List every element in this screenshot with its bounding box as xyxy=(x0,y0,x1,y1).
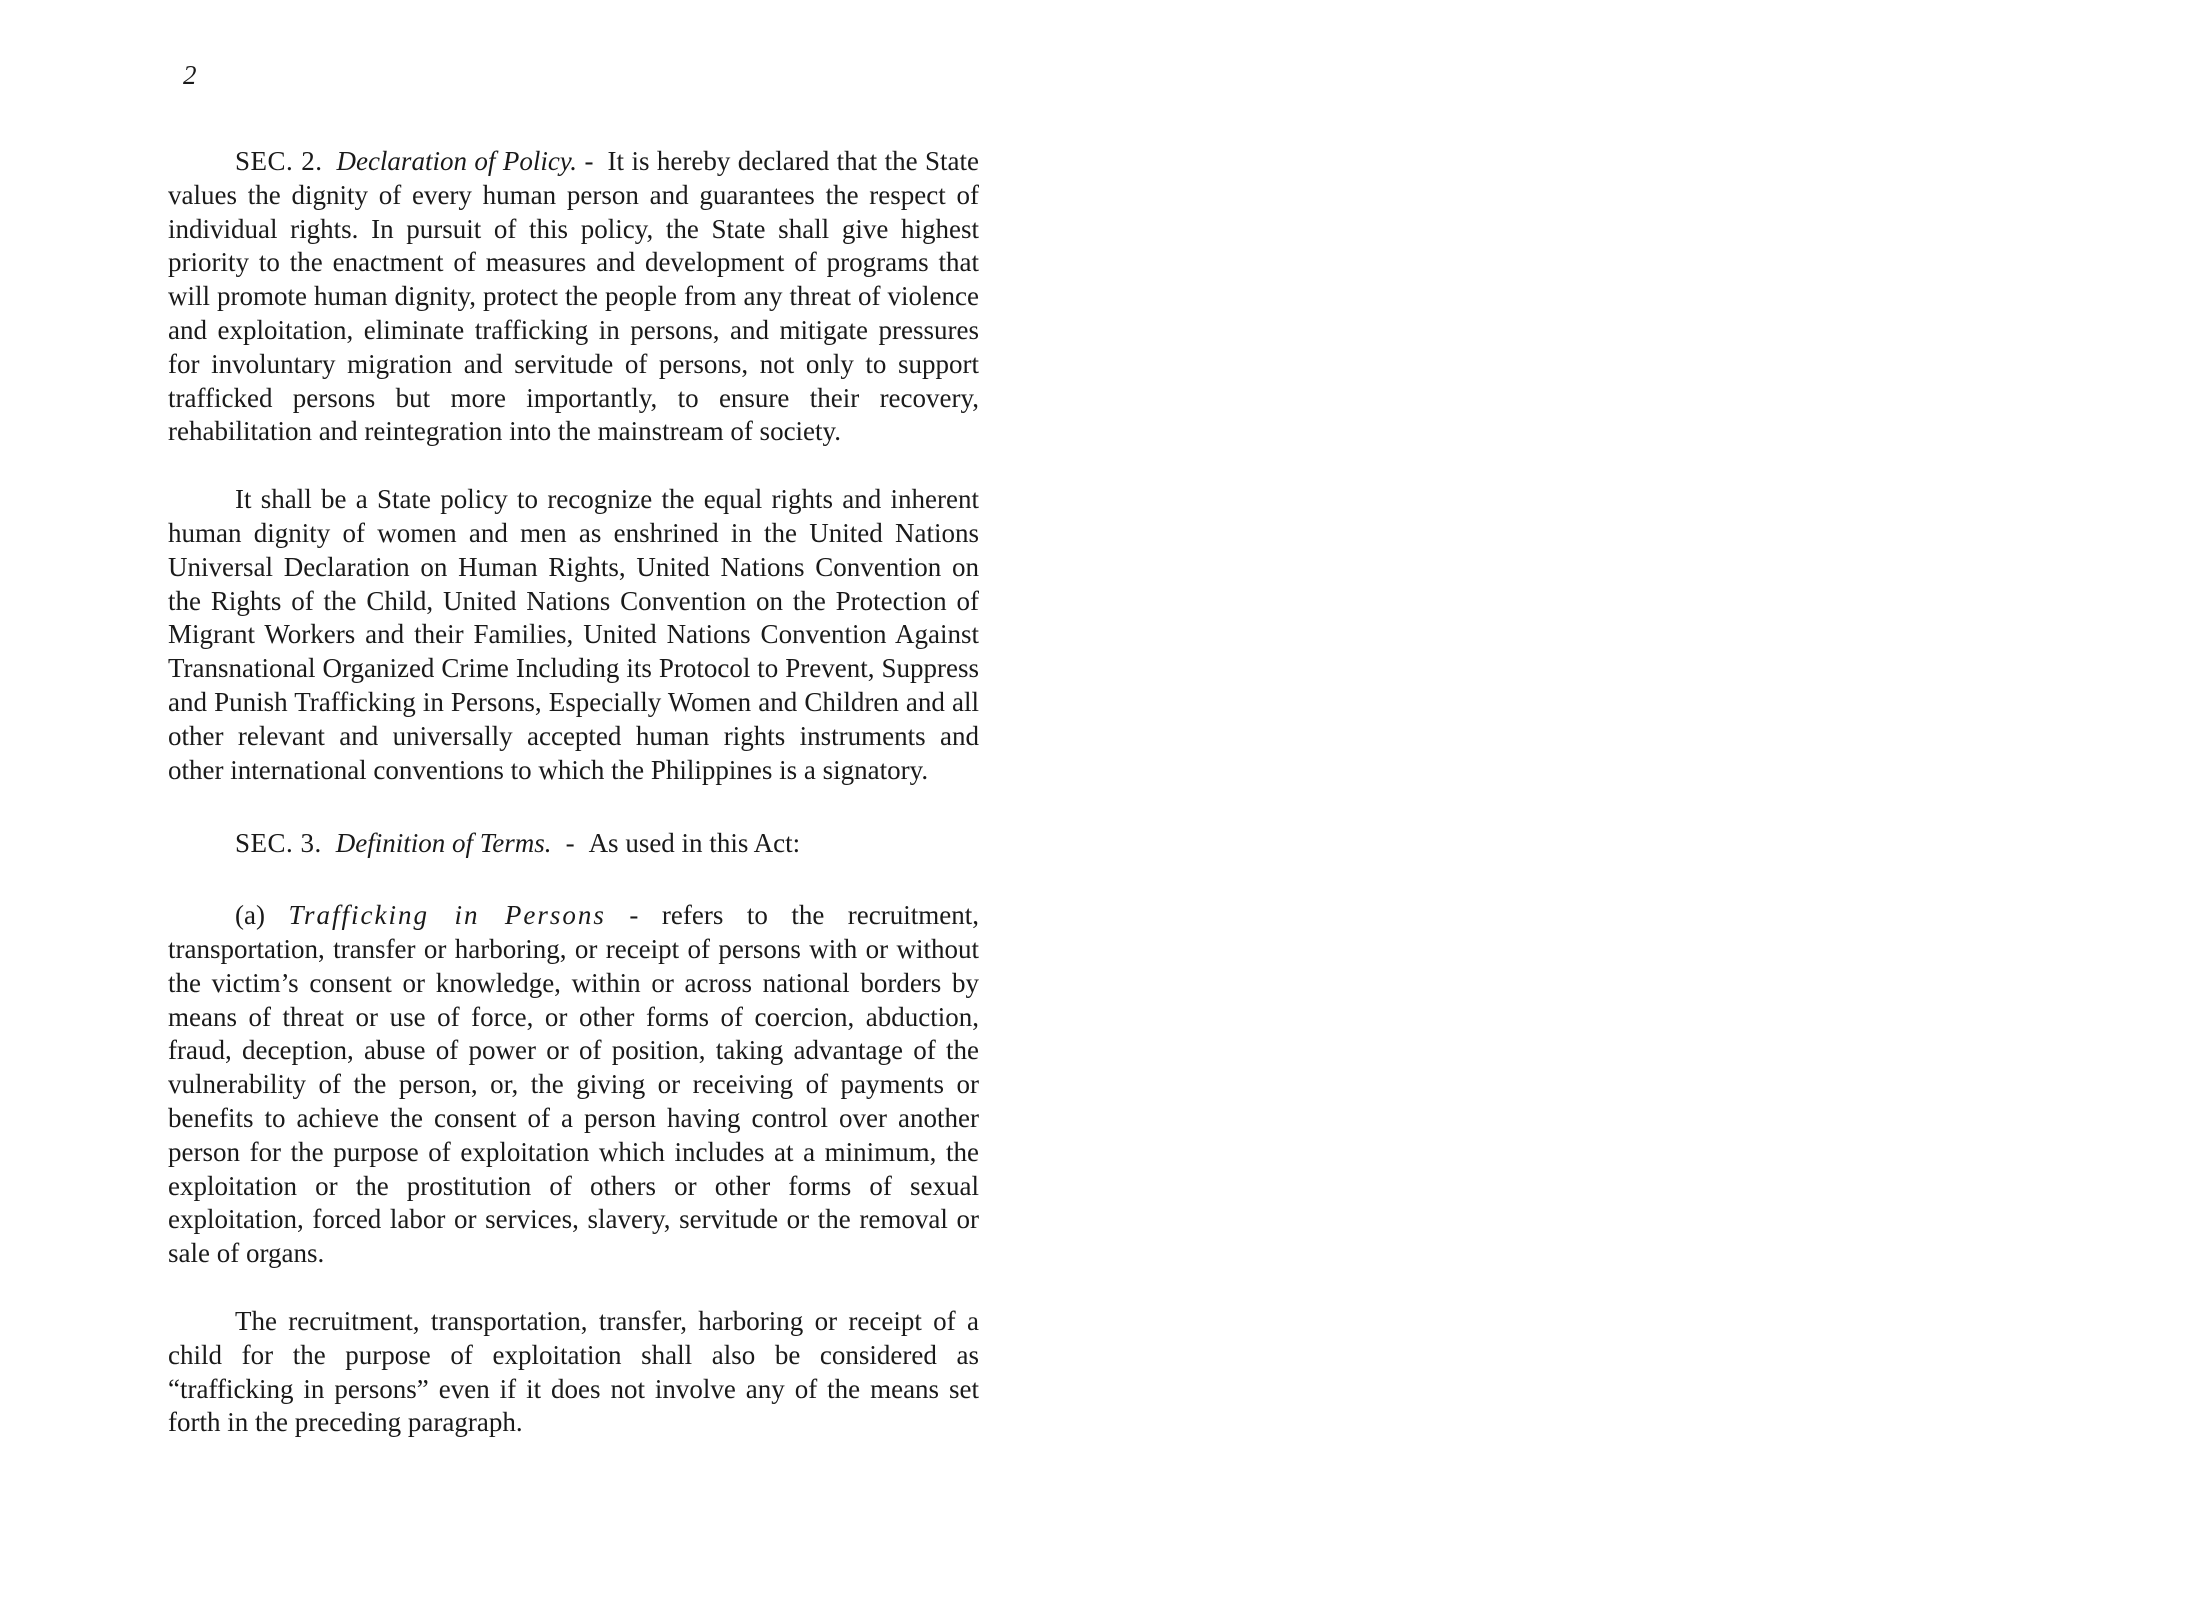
child-trafficking-paragraph: The recruitment, transportation, transfer, harboring or receipt of a child for the purpose of exploitation shall also be considered as “trafficking in persons” even if it does not involve any of the means set forth in the preceding paragraph. xyxy=(168,1305,979,1438)
definition-a-label: (a) xyxy=(235,900,265,931)
section-2-label: SEC. 2. xyxy=(235,146,323,176)
document-body xyxy=(168,145,979,1440)
section-2-body: It is hereby declared that the State values the dignity of every human person and guarantees the respect of individual rights. In pursuit of this policy, the State shall give highest priority to the enactment of measures and development of programs that will promote human dignity, protect the people from any threat of violence and exploitation, eliminate trafficking in persons, and mitigate pressures for involuntary migration and servitude of persons, not only to support trafficked persons but more importantly, to ensure their recovery, rehabilitation and reintegration into the mainstream of society. xyxy=(168,146,980,447)
section-3-body: As used in this Act: xyxy=(588,828,801,859)
section-2-dash: - xyxy=(584,146,594,176)
definition-a-dash: - xyxy=(629,900,639,931)
section-2-paragraph xyxy=(168,145,979,449)
section-3-dash: - xyxy=(565,828,575,859)
section-3-paragraph xyxy=(168,827,979,861)
section-3-label: SEC. 3. xyxy=(235,828,322,859)
definition-a-body: refers to the recruitment, transportation, transfer or harboring, or receipt of persons with or without the victim’s consent or knowledge, within or across national borders by means of threat or use of force, or other forms of coercion, abduction, fraud, deception, abuse of power or of position, taking advantage of the vulnerability of the person, or, the giving or receiving of payments or benefits to achieve the consent of a person having control over another person for the purpose of exploitation which includes at a minimum, the exploitation or the prostitution of others or other forms of sexual exploitation, forced labor or services, slavery, servitude or the removal or sale of organs. xyxy=(168,900,979,1269)
state-policy-paragraph: It shall be a State policy to recognize the equal rights and inherent human dignity of women and men as enshrined in the United Nations Universal Declaration on Human Rights, United Nations Convention on the Rights of the Child, United Nations Convention on the Protection of Migrant Workers and their Families, United Nations Convention Against Transnational Organized Crime Including its Protocol to Prevent, Suppress and Punish Trafficking in Persons, Especially Women and Children and all other relevant and universally accepted human rights instruments and other international conventions to which the Philippines is a signatory. xyxy=(168,484,979,785)
definition-a-term: Trafficking in Persons xyxy=(288,900,606,931)
section-2-title: Declaration of Policy. xyxy=(336,146,578,176)
page-number: 2 xyxy=(183,60,197,90)
definition-a-paragraph xyxy=(168,899,979,1271)
section-3-title: Definition of Terms. xyxy=(335,828,552,859)
